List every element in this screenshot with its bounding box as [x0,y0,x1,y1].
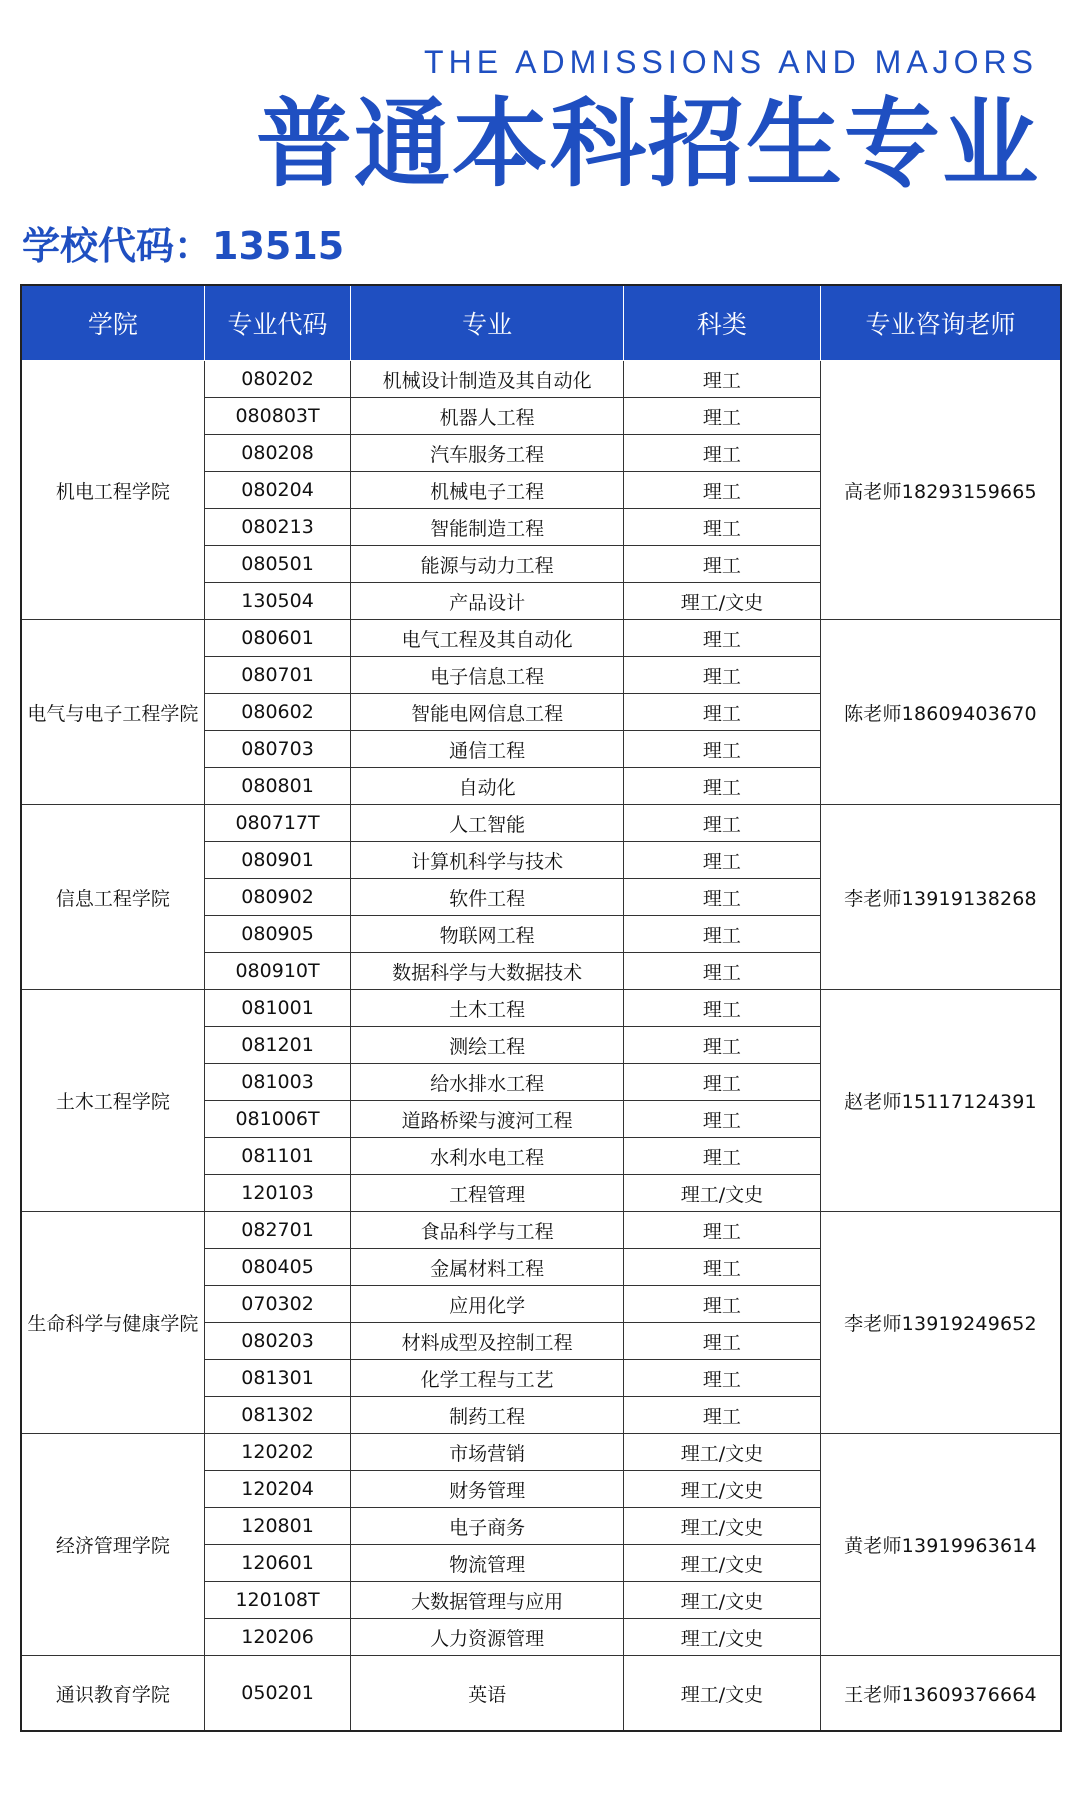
category-cell: 理工/文史 [623,1508,820,1545]
category-cell: 理工/文史 [623,1175,820,1212]
major-code-cell: 081101 [204,1138,351,1175]
major-code-cell: 080203 [204,1323,351,1360]
major-code-cell: 080803T [204,398,351,435]
category-cell: 理工/文史 [623,1545,820,1582]
major-name-cell: 财务管理 [351,1471,624,1508]
major-code-cell: 081003 [204,1064,351,1101]
advisor-cell: 赵老师15117124391 [820,990,1061,1212]
major-name-cell: 测绘工程 [351,1027,624,1064]
major-code-cell: 082701 [204,1212,351,1249]
major-name-cell: 食品科学与工程 [351,1212,624,1249]
major-name-cell: 数据科学与大数据技术 [351,953,624,990]
major-name-cell: 人工智能 [351,805,624,842]
category-cell: 理工 [623,361,820,398]
majors-table [20,284,1062,1732]
major-name-cell: 水利水电工程 [351,1138,624,1175]
college-cell: 土木工程学院 [21,990,204,1212]
major-code-cell: 120801 [204,1508,351,1545]
column-header-major-code: 专业代码 [204,285,351,361]
major-name-cell: 大数据管理与应用 [351,1582,624,1619]
major-name-cell: 道路桥梁与渡河工程 [351,1101,624,1138]
category-cell: 理工 [623,435,820,472]
college-cell: 生命科学与健康学院 [21,1212,204,1434]
major-code-cell: 081006T [204,1101,351,1138]
major-name-cell: 电气工程及其自动化 [351,620,624,657]
major-code-cell: 080905 [204,916,351,953]
major-code-cell: 130504 [204,583,351,620]
major-code-cell: 080701 [204,657,351,694]
major-name-cell: 软件工程 [351,879,624,916]
advisor-cell: 李老师13919138268 [820,805,1061,990]
table-body [21,361,1061,1732]
major-name-cell: 通信工程 [351,731,624,768]
table-row [21,1212,1061,1249]
column-header-category: 科类 [623,285,820,361]
major-code-cell: 120108T [204,1582,351,1619]
major-name-cell: 给水排水工程 [351,1064,624,1101]
category-cell: 理工 [623,953,820,990]
major-code-cell: 080717T [204,805,351,842]
column-header-advisor: 专业咨询老师 [820,285,1061,361]
major-name-cell: 计算机科学与技术 [351,842,624,879]
category-cell: 理工 [623,731,820,768]
school-code-label: 学校代码：13515 [22,224,345,268]
table-row [21,361,1061,398]
category-cell: 理工 [623,805,820,842]
major-code-cell: 120202 [204,1434,351,1471]
category-cell: 理工 [623,694,820,731]
category-cell: 理工 [623,1360,820,1397]
major-code-cell: 080501 [204,546,351,583]
english-subtitle: THE ADMISSIONS AND MAJORS [424,44,1038,80]
major-code-cell: 080213 [204,509,351,546]
major-code-cell: 080602 [204,694,351,731]
major-code-cell: 050201 [204,1656,351,1732]
major-name-cell: 物联网工程 [351,916,624,953]
category-cell: 理工/文史 [623,1582,820,1619]
category-cell: 理工 [623,1397,820,1434]
category-cell: 理工 [623,1138,820,1175]
major-code-cell: 081302 [204,1397,351,1434]
major-code-cell: 070302 [204,1286,351,1323]
major-code-cell: 120204 [204,1471,351,1508]
major-name-cell: 人力资源管理 [351,1619,624,1656]
advisor-cell: 王老师13609376664 [820,1656,1061,1732]
category-cell: 理工 [623,1249,820,1286]
category-cell: 理工 [623,1212,820,1249]
page-title: 普通本科招生专业 [256,88,1040,200]
major-name-cell: 机械电子工程 [351,472,624,509]
table-row [21,1434,1061,1471]
category-cell: 理工 [623,1064,820,1101]
major-name-cell: 物流管理 [351,1545,624,1582]
college-cell: 电气与电子工程学院 [21,620,204,805]
category-cell: 理工 [623,842,820,879]
major-name-cell: 化学工程与工艺 [351,1360,624,1397]
column-header-college: 学院 [21,285,204,361]
college-cell: 机电工程学院 [21,361,204,620]
major-name-cell: 市场营销 [351,1434,624,1471]
column-header-major: 专业 [351,285,624,361]
major-name-cell: 产品设计 [351,583,624,620]
category-cell: 理工 [623,916,820,953]
category-cell: 理工 [623,509,820,546]
major-name-cell: 工程管理 [351,1175,624,1212]
major-code-cell: 080801 [204,768,351,805]
major-code-cell: 080910T [204,953,351,990]
category-cell: 理工 [623,546,820,583]
category-cell: 理工/文史 [623,1471,820,1508]
major-code-cell: 120601 [204,1545,351,1582]
advisor-cell: 陈老师18609403670 [820,620,1061,805]
major-name-cell: 汽车服务工程 [351,435,624,472]
major-name-cell: 英语 [351,1656,624,1732]
major-code-cell: 080601 [204,620,351,657]
major-name-cell: 制药工程 [351,1397,624,1434]
category-cell: 理工 [623,657,820,694]
major-code-cell: 080405 [204,1249,351,1286]
category-cell: 理工 [623,879,820,916]
major-code-cell: 080902 [204,879,351,916]
major-name-cell: 智能制造工程 [351,509,624,546]
major-code-cell: 081301 [204,1360,351,1397]
major-name-cell: 土木工程 [351,990,624,1027]
major-code-cell: 080202 [204,361,351,398]
major-name-cell: 电子信息工程 [351,657,624,694]
advisor-cell: 李老师13919249652 [820,1212,1061,1434]
category-cell: 理工/文史 [623,1619,820,1656]
college-cell: 信息工程学院 [21,805,204,990]
major-name-cell: 应用化学 [351,1286,624,1323]
major-code-cell: 081001 [204,990,351,1027]
major-code-cell: 080204 [204,472,351,509]
major-code-cell: 081201 [204,1027,351,1064]
category-cell: 理工/文史 [623,1434,820,1471]
category-cell: 理工 [623,1286,820,1323]
major-name-cell: 智能电网信息工程 [351,694,624,731]
college-cell: 通识教育学院 [21,1656,204,1732]
category-cell: 理工 [623,620,820,657]
table-header-row [21,285,1061,361]
major-code-cell: 080901 [204,842,351,879]
major-name-cell: 机器人工程 [351,398,624,435]
major-name-cell: 金属材料工程 [351,1249,624,1286]
table-row [21,1656,1061,1732]
category-cell: 理工 [623,1027,820,1064]
category-cell: 理工/文史 [623,583,820,620]
college-cell: 经济管理学院 [21,1434,204,1656]
major-code-cell: 120206 [204,1619,351,1656]
advisor-cell: 高老师18293159665 [820,361,1061,620]
major-code-cell: 080208 [204,435,351,472]
major-name-cell: 电子商务 [351,1508,624,1545]
table-row [21,620,1061,657]
table-row [21,990,1061,1027]
category-cell: 理工 [623,990,820,1027]
category-cell: 理工 [623,1323,820,1360]
major-name-cell: 自动化 [351,768,624,805]
category-cell: 理工/文史 [623,1656,820,1732]
table-row [21,805,1061,842]
category-cell: 理工 [623,1101,820,1138]
advisor-cell: 黄老师13919963614 [820,1434,1061,1656]
category-cell: 理工 [623,398,820,435]
category-cell: 理工 [623,472,820,509]
category-cell: 理工 [623,768,820,805]
major-code-cell: 080703 [204,731,351,768]
major-name-cell: 材料成型及控制工程 [351,1323,624,1360]
major-name-cell: 能源与动力工程 [351,546,624,583]
major-code-cell: 120103 [204,1175,351,1212]
major-name-cell: 机械设计制造及其自动化 [351,361,624,398]
